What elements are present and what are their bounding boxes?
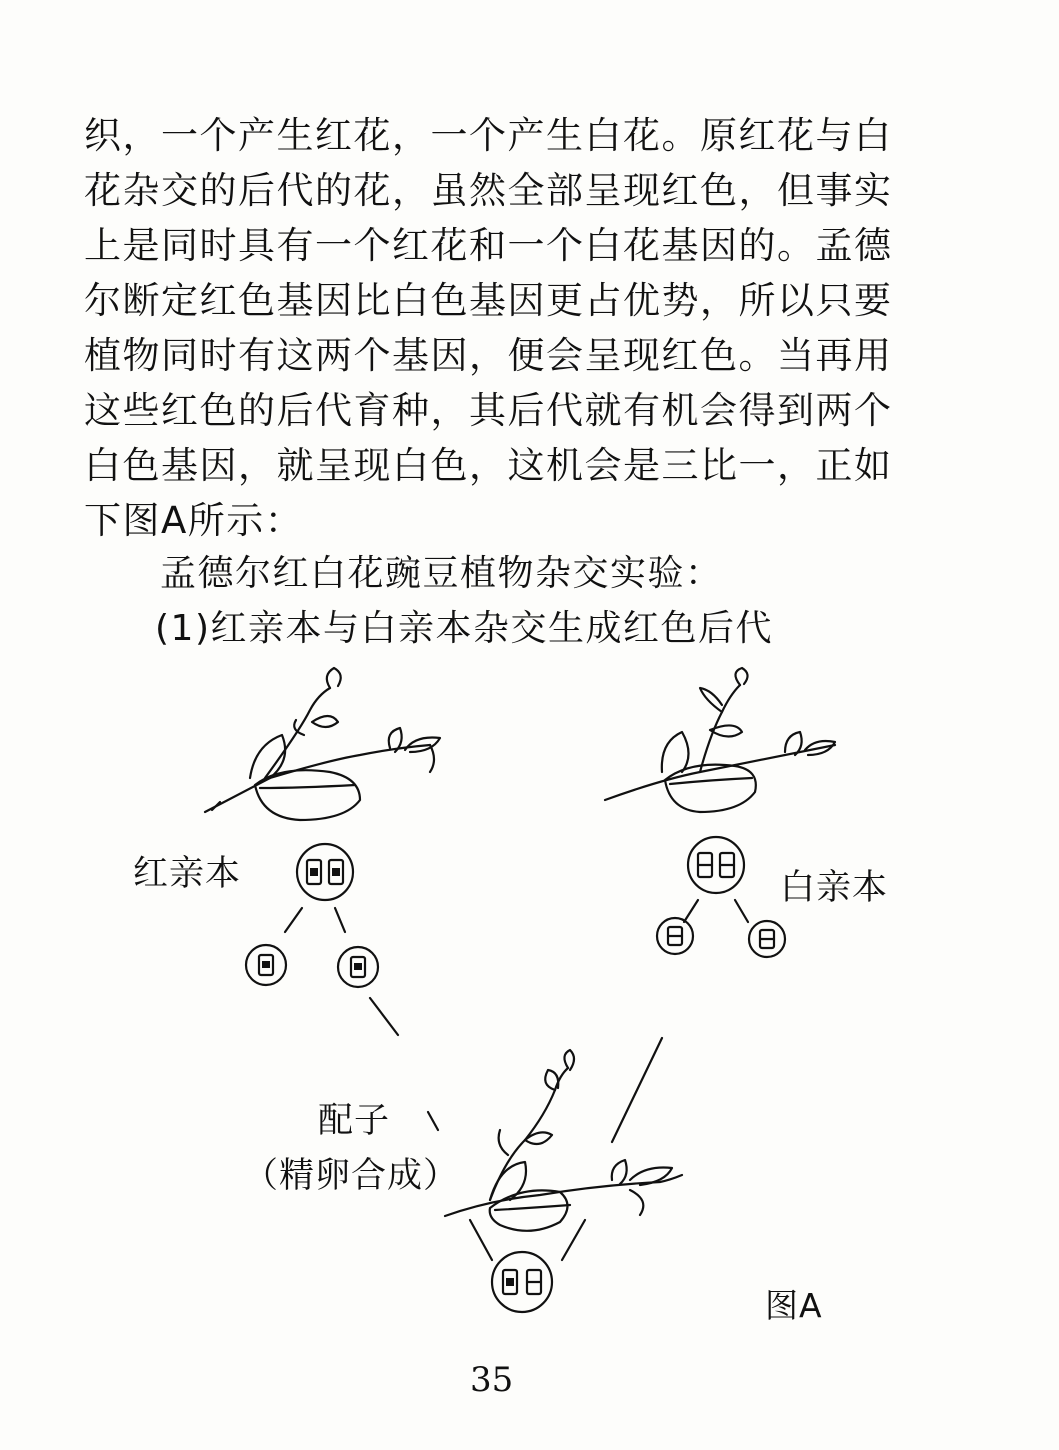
red-gamete-cell-icon [246, 945, 286, 985]
text-line: 这些红色的后代育种，其后代就有机会得到两个 [84, 389, 893, 432]
text-line: 植物同时有这两个基因，便会呈现红色。当再用 [84, 334, 893, 377]
page-number: 35 [470, 1360, 514, 1400]
gamete-note: （精卵合成） [243, 1156, 460, 1196]
white-parent-cell-icon [688, 837, 744, 893]
white-gamete-cell-icon [657, 918, 693, 954]
figure-a [0, 660, 1059, 1340]
gamete-label: 配子 [318, 1101, 391, 1141]
white-parent-label: 白亲本 [780, 868, 889, 908]
text-line: 尔断定红色基因比白色基因更占优势，所以只要 [84, 279, 893, 322]
offspring-cell-icon [492, 1252, 552, 1312]
text-line: 织，一个产生红花，一个产生白花。原红花与白 [84, 114, 893, 157]
figure-caption: 图A [765, 1286, 823, 1325]
text-line: 下图A所示： [84, 499, 304, 542]
red-parent-plant-icon [205, 668, 440, 820]
text-line: 白色基因，就呈现白色，这机会是三比一，正如 [84, 444, 893, 487]
experiment-title: 孟德尔红白花豌豆植物杂交实验： [160, 553, 723, 594]
red-parent-label: 红亲本 [133, 854, 242, 894]
body-paragraph [84, 108, 964, 548]
white-parent-plant-icon [605, 668, 835, 812]
text-line: 花杂交的后代的花，虽然全部呈现红色，但事实 [84, 169, 893, 212]
text-line: 上是同时具有一个红花和一个白花基因的。孟德 [84, 224, 893, 267]
experiment-step: (1)红亲本与白亲本杂交生成红色后代 [155, 608, 773, 649]
figure-a-drawing [0, 660, 1059, 1340]
red-gamete-cell-icon [338, 947, 378, 987]
white-gamete-cell-icon [749, 921, 785, 957]
offspring-plant-icon [445, 1050, 682, 1231]
red-parent-cell-icon [297, 844, 353, 900]
